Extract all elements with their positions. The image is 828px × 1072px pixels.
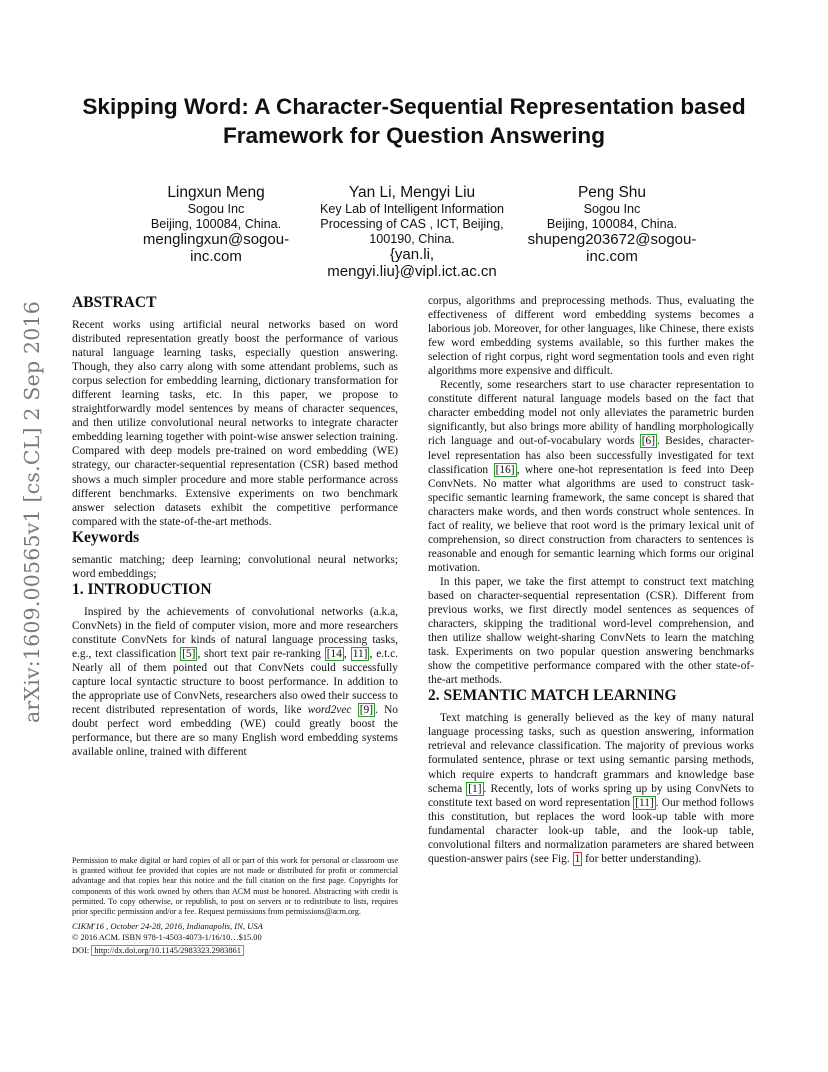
text-span: , where one-hot representation is feed into Deep ConvNets. No matter what algorithms are used to construct task-specific semantic learning framework, the same concept is shared that characters make words, and then words construct whole sentences. In fact of reality, we believe that root word is the primary lexical unit of comprehension, so direct construction from characters to sentences is reasonable and enough for semantic learning which forms our original motivation. [428,463,754,574]
arxiv-identifier-text: arXiv:1609.00565v1 [cs.CL] 2 Sep 2016 [20,301,45,723]
author-org: Key Lab of Intelligent Information Processing of CAS , ICT, Beijing, 100190, China. [319,202,505,246]
paper-title: Skipping Word: A Character-Sequential Representation based Framework for Question Answering [82,94,746,148]
text-span: , [343,647,351,660]
keywords-text: semantic matching; deep learning; convolutional neural networks; word embeddings; [72,553,398,580]
citation-link[interactable]: [6] [641,435,656,448]
author-address: Beijing, 100084, China. [150,217,282,231]
copyright-line: © 2016 ACM. ISBN 978-1-4503-4073-1/16/10…$15.00 [72,933,262,943]
arxiv-identifier [10,292,54,732]
paragraph-this-paper: In this paper, we take the first attempt to construct text matching based on character-sequential representation (CSR). Different from previous works, we first directly model sentences as sequences of characters, skipping the traditional word-level comprehension, and then utilize shallow weight-sharing ConvNets to learn the matching task. Experiments on two popular question answering benchmarks show the competitive performance compared with the other state-of-the-art methods. [428,575,754,687]
continued-paragraph: corpus, algorithms and preprocessing methods. Thus, evaluating the effectiveness of different word embedding systems becomes a laborious job. Moreover, for other languages, like Chinese, there exists few word embedding systems available, so this further makes the selection of right corpus, right word segmentation tools and even right algorithms more expensive and difficult. [428,295,754,378]
citation-link[interactable]: [14 [326,647,342,660]
text-span: Inspired by the achievements of convolutional networks (a.k.a, ConvNets) in the field of computer vision, more and more researchers constitute ConvNets for kinds of natural language processing tasks, e.g., text classification [72,605,398,660]
introduction-paragraph [72,605,398,760]
doi-link[interactable]: http://dx.doi.org/10.1145/2983323.2983861 [91,945,244,956]
author-org: Sogou Inc [583,202,641,216]
author-name: Peng Shu [577,184,647,201]
citation-link[interactable]: [9] [359,704,373,717]
section-2-heading: 2. SEMANTIC MATCH LEARNING [428,687,677,705]
paragraph-character-representation [428,378,754,575]
author-address: Beijing, 100084, China. [546,217,678,231]
acm-footnote [72,856,398,956]
paragraph-semantic-match [428,711,754,866]
author-email: menglingxun@sogou-inc.com [142,231,290,265]
text-span: Recently, some researchers start to use character representation to constitute different natural language models based on the fact that character embedding model not only alleviates the parametric burden significantly, but also brings more ability of handling morphologically rich language and out-of-vocabulary words [428,379,754,448]
citation-link[interactable]: [5] [182,647,196,660]
text-span: . No doubt perfect word embedding (WE) could greatly boost the performance, but there are so many English word embedding systems available online, trained with different [72,704,398,759]
author-block-1 [126,184,306,265]
text-span: . Our method follows this constitution, but replaces the word look-up table with more fundamental character look-up table, and the look-up table, convolutional filters and normalization parameters are shared between question-answer pairs (see Fig. [428,796,754,865]
citation-link[interactable]: [1] [468,782,482,795]
text-span: . Recently, lots of works spring up by using ConvNets to constitute text based on word representation [428,782,754,809]
text-span: for better understanding). [582,852,702,865]
doi-label: DOI: [72,945,92,955]
author-email: shupeng203672@sogou-inc.com [527,231,697,265]
left-column [72,294,398,759]
author-name: Lingxun Meng [167,184,265,201]
permission-notice: Permission to make digital or hard copies of all or part of this work for personal or classroom use is granted without fee provided that copies are not made or distributed for profit or commercial advantage and that copies bear this notice and the full citation on the first page. Copyrights for components of this work owned by others than ACM must be honored. Abstracting with credit is permitted. To copy otherwise, or republish, to post on servers or to redistribute to lists, requires prior specific permission and/or a fee. Request permissions from permissions@acm.org. [72,856,398,917]
author-block-2 [314,184,510,280]
author-name: Yan Li, Mengyi Liu [348,184,476,201]
text-span: Text matching is generally believed as the key of many natural language processing tasks, such as question answering, information retrieval and relevance classification. The majority of previous works formulated sentence, phrase or text using semantic parsing methods, which require experts to handcraft grammars and knowledge base schema [428,712,754,795]
author-org: Sogou Inc [187,202,245,216]
abstract-text: Recent works using artificial neural networks based on word distributed representation greatly boost the performance of various natural language learning tasks, especially question answering. Though, they also carry along with some attendant problems, such as corpus selection for embedding learning, dictionary transformation for different learning tasks, etc. In this paper, we propose to straightforwardly model sentences by means of character sequences, and then utilize convolutional neural networks to integrate character embedding learning together with point-wise answer selection training. Compared with deep models pre-trained on word embedding (WE) strategy, our character-sequential representation (CSR) based method shows a much simpler procedure and more stable performance across different benchmarks. Extensive experiments on two benchmark answer selection datasets exhibit the competitive performance compared with the state-of-the-art methods. [72,319,398,528]
citation-link[interactable]: 11] [352,647,368,660]
figure-link[interactable]: 1 [574,852,581,865]
text-span: . Besides, character-level representation has also been successfully investigated for text classification [428,435,754,476]
introduction-heading: 1. INTRODUCTION [72,580,212,598]
author-block-3 [517,184,707,265]
abstract-heading: ABSTRACT [72,294,157,311]
text-span-italic: word2vec [307,704,352,717]
citation-link[interactable]: [16] [495,463,515,476]
citation-link[interactable]: [11] [635,796,654,809]
conference-line: CIKM'16 , October 24-28, 2016, Indianapolis, IN, USA [72,921,263,932]
author-email: {yan.li, mengyi.liu}@vipl.ict.ac.cn [327,246,497,280]
keywords-heading: Keywords [72,528,140,546]
text-span: , e.t.c. Nearly all of them pointed out that ConvNets could successfully capture local syntactic structure to boost performance. In addition to the appropriate use of ConvNets, researchers also owed their success to recent distributed representation of words, like [72,647,399,717]
right-column [428,294,754,866]
doi-line [72,946,398,956]
text-span: , short text pair re-ranking [197,647,325,660]
